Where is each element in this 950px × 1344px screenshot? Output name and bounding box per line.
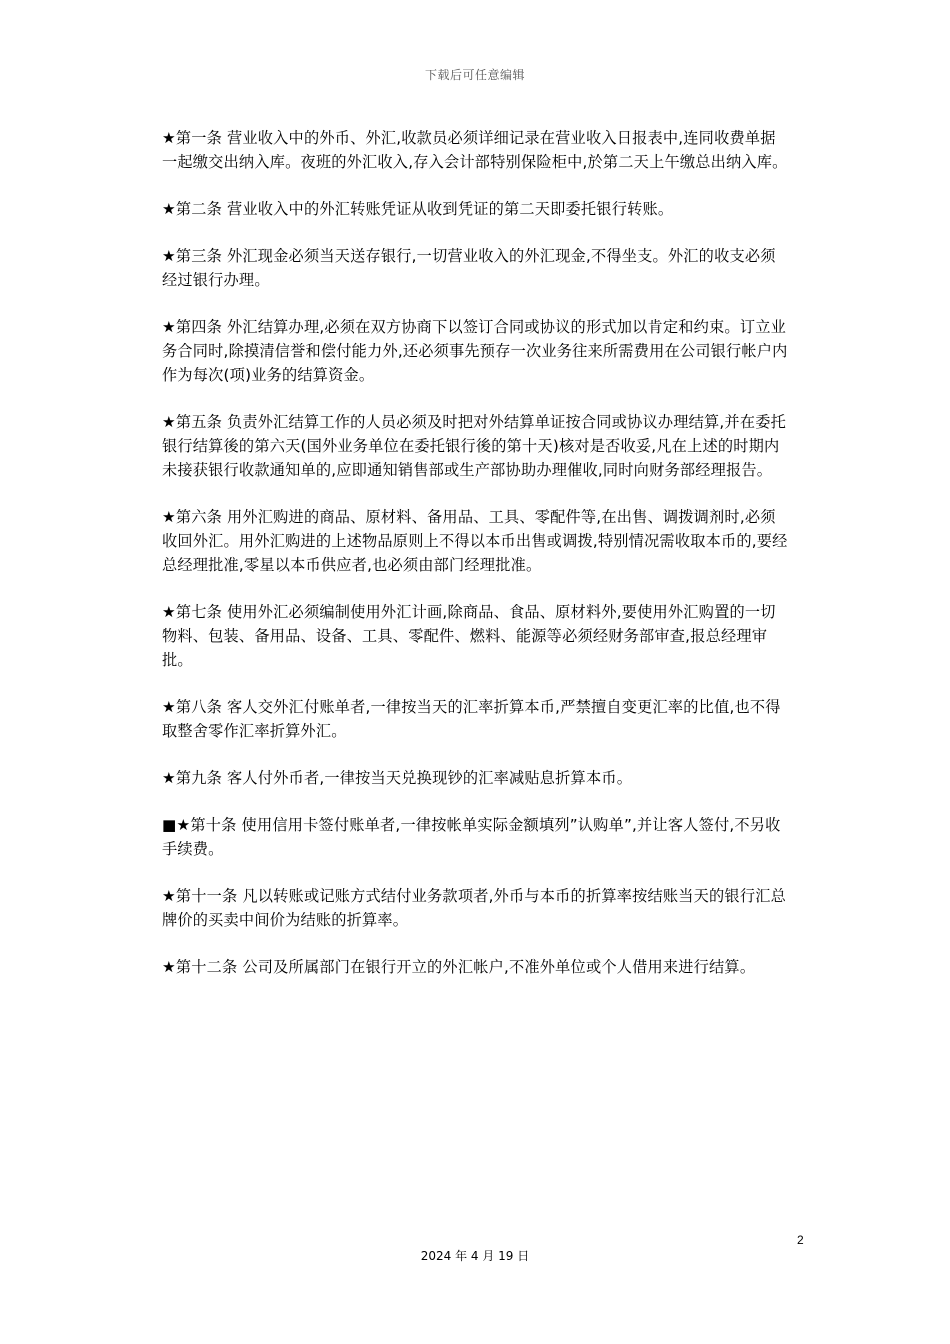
article-2: ★第二条 营业收入中的外汇转账凭证从收到凭证的第二天即委托银行转账。	[162, 200, 674, 218]
article-12: ★第十二条 公司及所属部门在银行开立的外汇帐户,不准外单位或个人借用来进行结算。	[162, 958, 756, 976]
article-11: ★第十一条 凡以转账或记账方式结付业务款项者,外币与本币的折算率按结账当天的银行汇总牌价的买卖中间价为结账的折算率。	[162, 887, 786, 929]
article-5: ★第五条 负责外汇结算工作的人员必须及时把对外结算单证按合同或协议办理结算,并在委托银行结算後的第六天(国外业务单位在委托银行後的第十天)核对是否收妥,凡在上述的时期内未接获银行收款通知单的,应即通知销售部或生产部协助办理催收,同时向财务部经理报告。	[162, 413, 786, 479]
article-7: ★第七条 使用外汇必须编制使用外汇计画,除商品、食品、原材料外,要使用外汇购置的一切物料、包装、备用品、设备、工具、零配件、燃料、能源等必须经财务部审查,报总经理审批。	[162, 603, 776, 669]
page-footer-date: 2024 年 4 月 19 日	[420, 1249, 530, 1263]
article-1: ★第一条 营业收入中的外币、外汇,收款员必须详细记录在营业收入日报表中,连同收费单据一起缴交出纳入库。夜班的外汇收入,存入会计部特别保险柜中,於第二天上午缴总出纳入库。	[162, 129, 788, 171]
page-number: 2	[797, 1233, 804, 1247]
page-header: 下载后可任意编辑	[424, 68, 525, 82]
article-10: ■★第十条 使用信用卡签付账单者,一律按帐单实际金额填列”认购单”,并让客人签付,不另收手续费。	[162, 816, 781, 858]
document-body	[162, 126, 790, 1002]
article-8: ★第八条 客人交外汇付账单者,一律按当天的汇率折算本币,严禁擅自变更汇率的比值,也不得取整舍零作汇率折算外汇。	[162, 698, 781, 740]
article-3: ★第三条 外汇现金必须当天送存银行,一切营业收入的外汇现金,不得坐支。外汇的收支必须经过银行办理。	[162, 247, 776, 289]
article-9: ★第九条 客人付外币者,一律按当天兑换现钞的汇率减贴息折算本币。	[162, 769, 633, 787]
article-6: ★第六条 用外汇购进的商品、原材料、备用品、工具、零配件等,在出售、调拨调剂时,必须收回外汇。用外汇购进的上述物品原则上不得以本币出售或调拨,特别情况需收取本币的,要经总经理批准,零星以本币供应者,也必须由部门经理批准。	[162, 508, 788, 574]
article-4: ★第四条 外汇结算办理,必须在双方协商下以签订合同或协议的形式加以肯定和约束。订立业务合同时,除摸清信誉和偿付能力外,还必须事先预存一次业务往来所需费用在公司银行帐户内作为每次(项)业务的结算资金。	[162, 318, 788, 384]
